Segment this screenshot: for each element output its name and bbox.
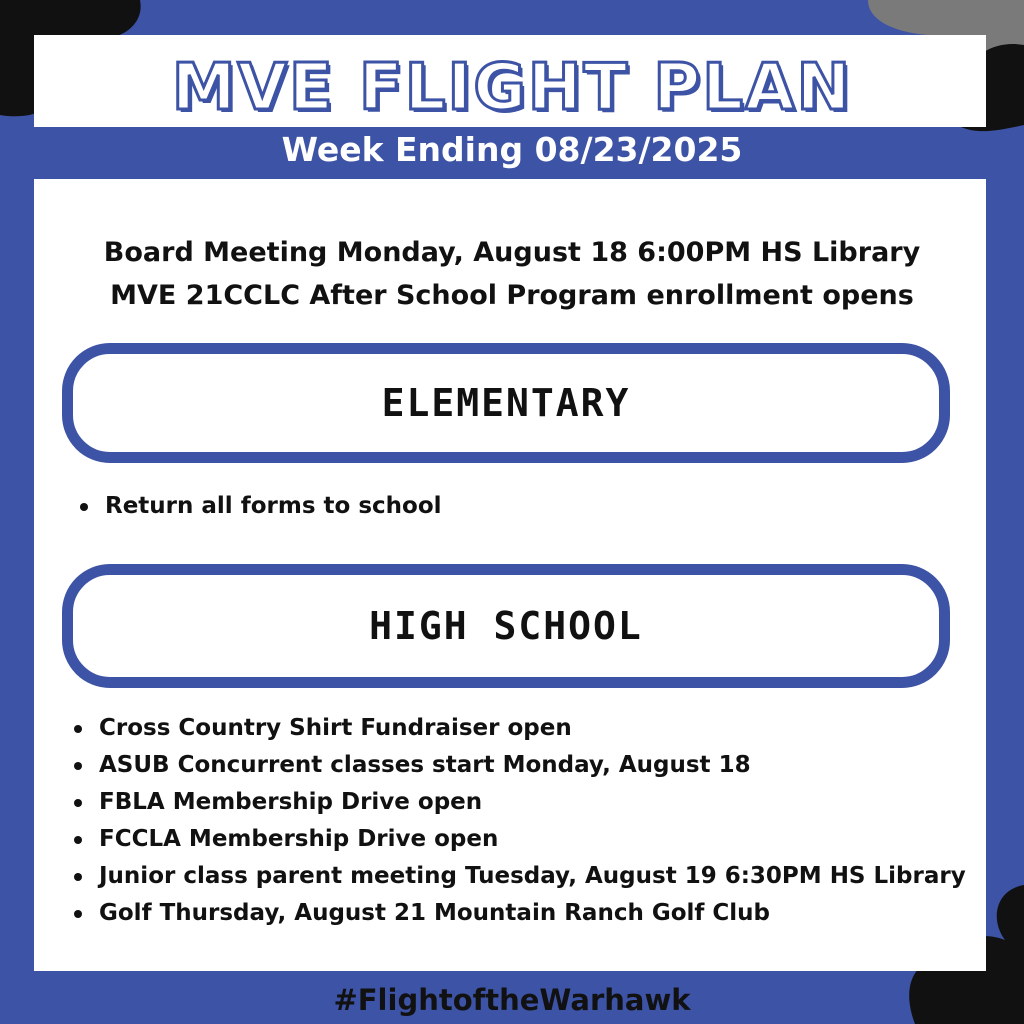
- elementary-section-header: [62, 343, 950, 463]
- announcement-after-school-program: MVE 21CCLC After School Program enrollment opens: [110, 280, 914, 311]
- list-item: FCCLA Membership Drive open: [74, 821, 966, 858]
- list-item: Golf Thursday, August 21 Mountain Ranch Golf Club: [74, 895, 966, 932]
- list-item: Return all forms to school: [80, 488, 442, 525]
- high-school-section-header: [62, 564, 950, 688]
- announcement-board-meeting: Board Meeting Monday, August 18 6:00PM HS Library: [103, 237, 921, 268]
- list-item: Junior class parent meeting Tuesday, August 19 6:30PM HS Library: [74, 858, 966, 895]
- list-item: Cross Country Shirt Fundraiser open: [74, 710, 966, 747]
- page-title: MVE FLIGHT PLAN: [171, 51, 853, 125]
- high-school-section-title: HIGH SCHOOL: [369, 604, 643, 648]
- week-ending-subtitle: Week Ending 08/23/2025: [281, 130, 743, 169]
- elementary-list: [80, 488, 442, 525]
- list-item: ASUB Concurrent classes start Monday, August 18: [74, 747, 966, 784]
- high-school-list: [74, 710, 966, 932]
- list-item: FBLA Membership Drive open: [74, 784, 966, 821]
- elementary-section-title: ELEMENTARY: [381, 381, 631, 425]
- hashtag-footer: #FlightoftheWarhawk: [333, 983, 691, 1017]
